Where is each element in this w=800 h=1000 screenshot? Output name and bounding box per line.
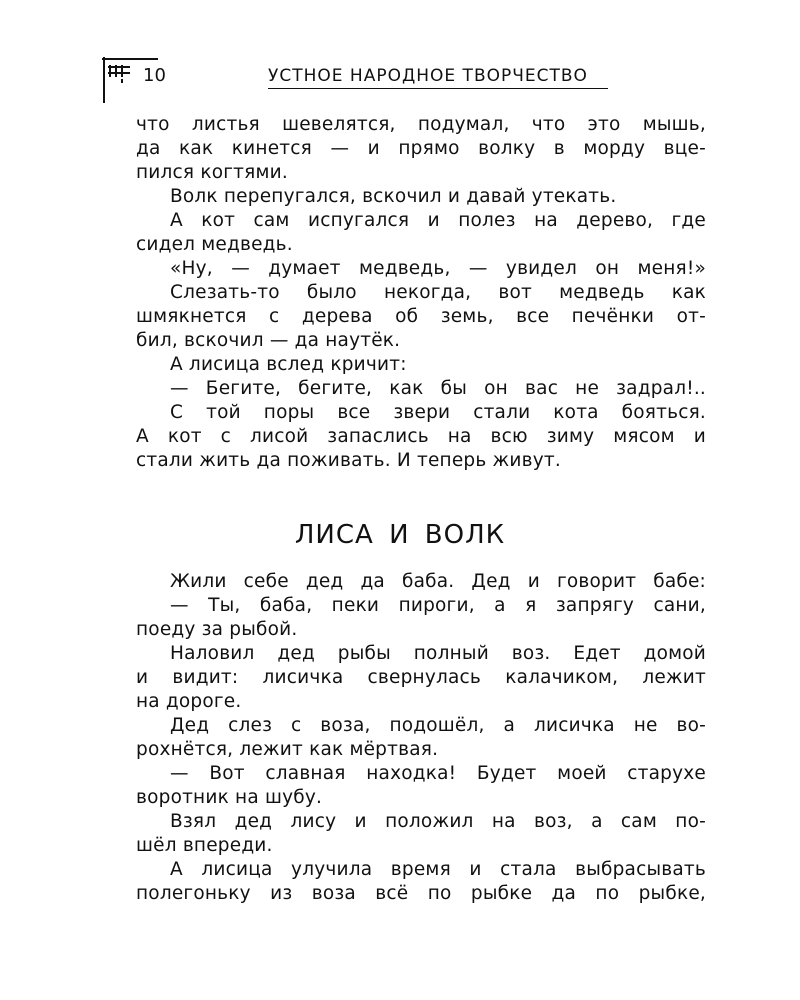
text-line: «Ну, — думает медведь, — увидел он меня!» <box>170 258 706 279</box>
text-line: А кот с лисой запаслись на всю зиму мясом и <box>136 426 706 447</box>
text-line: Взял дед лису и положил на воз, а сам по- <box>170 811 706 832</box>
text-line: Волк перепугался, вскочил и давай утекать. <box>170 186 617 207</box>
text-line: Наловил дед рыбы полный воз. Едет домой <box>170 643 706 664</box>
text-line: да как кинется — и прямо волку в морду вце- <box>136 138 706 159</box>
text-line: — Бегите, бегите, как бы он вас не задрал!.. <box>170 378 706 399</box>
text-line: воротник на шубу. <box>136 787 323 808</box>
text-line: Слезать-то было некогда, вот медведь как <box>170 282 706 303</box>
text-line: что листья шевелятся, подумал, что это мышь, <box>136 114 706 135</box>
text-line: — Ты, баба, пеки пироги, а я запрягу сани, <box>170 595 706 616</box>
text-line: шмякнется с дерева об земь, все печёнки от- <box>136 306 706 327</box>
text-line: — Вот славная находка! Будет моей старухе <box>170 763 706 784</box>
story-continuation <box>136 113 706 473</box>
text-line: Жили себе дед да баба. Дед и говорит бабе: <box>170 571 706 592</box>
text-line: на дороге. <box>136 691 242 712</box>
page-number: 10 <box>143 65 166 86</box>
text-line: бил, вскочил — да наутёк. <box>136 330 401 351</box>
text-line: поеду за рыбой. <box>136 619 298 640</box>
text-line: стали жить да поживать. И теперь живут. <box>136 450 561 471</box>
story-title: ЛИСА И ВОЛК <box>294 520 506 550</box>
text-line: пился когтями. <box>136 162 288 183</box>
text-line: полегоньку из воза всё по рыбке да по рыбке, <box>136 883 706 904</box>
story-text <box>136 570 706 906</box>
running-head: УСТНОЕ НАРОДНОЕ ТВОРЧЕСТВО <box>268 64 608 89</box>
text-line: и видит: лисичка свернулась калачиком, лежит <box>136 667 706 688</box>
text-line: А лисица улучила время и стала выбрасывать <box>170 859 706 880</box>
text-line: Дед слез с воза, подошёл, а лисичка не во- <box>170 715 706 736</box>
text-line: С той поры все звери стали кота бояться. <box>170 402 706 423</box>
text-line: шёл впереди. <box>136 835 273 856</box>
text-line: А лисица вслед кричит: <box>170 354 407 375</box>
text-line: рохнётся, лежит как мёртвая. <box>136 739 439 760</box>
text-line: сидел медведь. <box>136 234 293 255</box>
text-line: А кот сам испугался и полез на дерево, где <box>170 210 706 231</box>
